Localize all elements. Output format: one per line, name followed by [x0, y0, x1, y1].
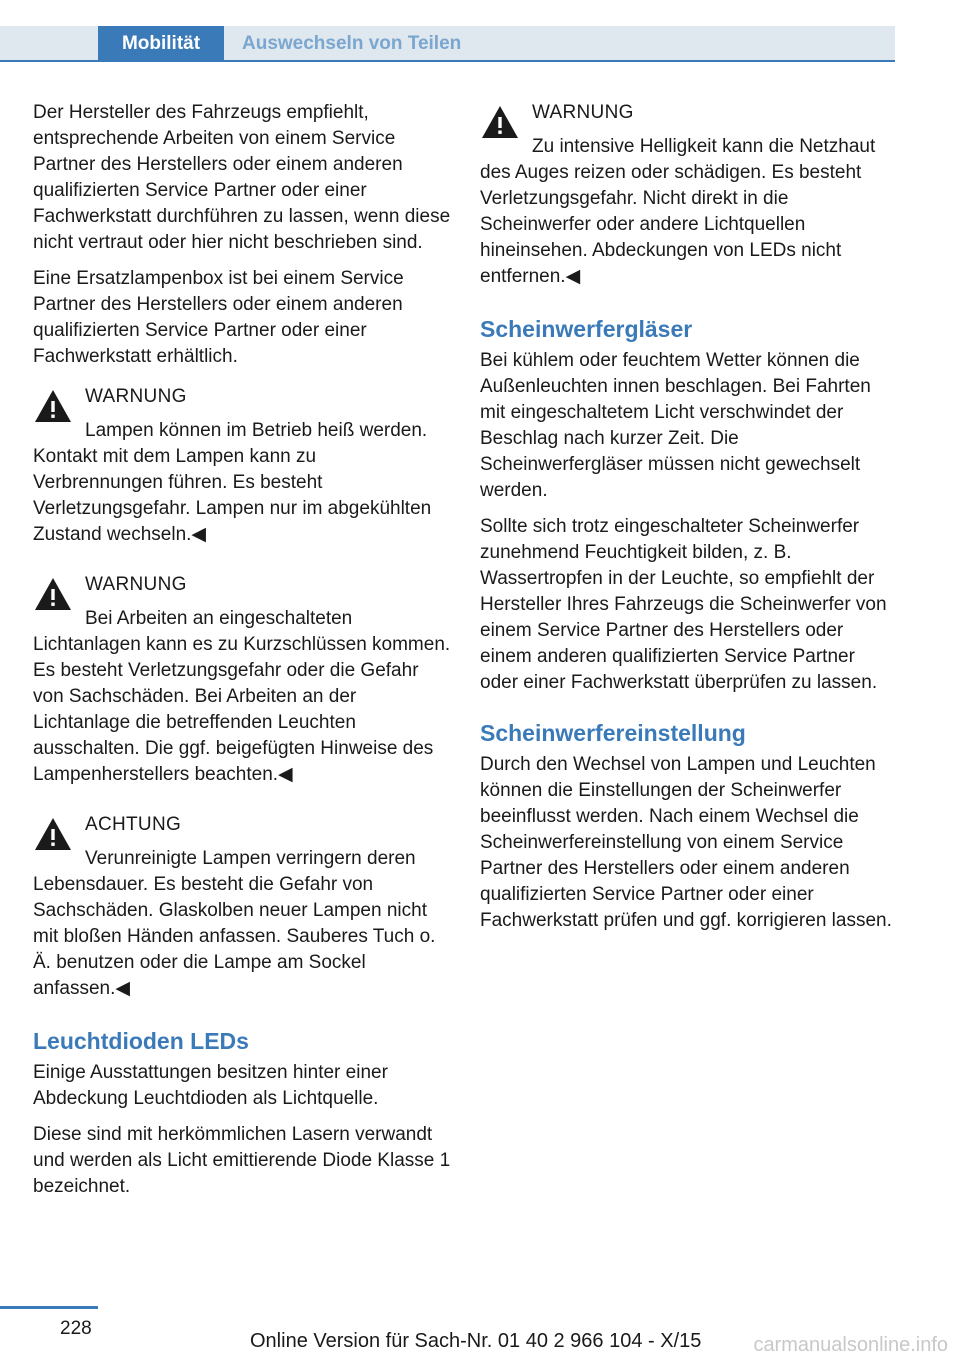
- section-heading: Leuchtdioden LEDs: [33, 1028, 249, 1054]
- warning-notice: [33, 572, 451, 788]
- online-version-note: Online Version für Sach-Nr. 01 40 2 966 104 - X/15: [250, 1330, 702, 1352]
- warning-notice: [480, 100, 898, 290]
- notice-text: Verunreinigte Lampen verringern deren Lebensdauer. Es besteht die Gefahr von Sachschäden. Glaskolben neuer Lampen nicht mit bloßen Händen anfassen. Sauberes Tuch o. Ä. benutzen oder die Lampe am Sockel anfassen.◀: [33, 848, 436, 999]
- notice-text: Lampen können im Betrieb heiß werden. Kontakt mit dem Lampen kann zu Verbrennungen führen. Es besteht Verletzungsgefahr. Lampen nur im abgekühlten Zustand wechseln.◀: [33, 420, 432, 545]
- paragraph: Sollte sich trotz eingeschalteter Scheinwerfer zunehmend Feuchtigkeit bilden, z. B. Wassertropfen in der Leuchte, so empfiehlt der Hersteller Ihres Fahrzeugs die Scheinwerfer von einem Service Partner des Herstellers oder einem anderen qualifizierten Service Partner oder einer Fachwerkstatt überprüfen zu lassen.: [480, 516, 887, 693]
- notice-text: Zu intensive Helligkeit kann die Netzhaut des Auges reizen oder schädigen. Es besteht Verletzungsgefahr. Nicht direkt in die Scheinwerfer oder andere Lichtquellen hineinsehen. Abdeckungen von LEDs nicht entfernen.◀: [480, 136, 876, 287]
- warning-triangle-icon: [33, 576, 73, 612]
- paragraph: Diese sind mit herkömmlichen Lasern verwandt und werden als Licht emittierende Diode Klasse 1 bezeichnet.: [33, 1124, 451, 1197]
- warning-triangle-icon: [33, 816, 73, 852]
- notice-text: Bei Arbeiten an eingeschalteten Lichtanlagen kann es zu Kurzschlüssen kommen. Es besteht Verletzungsgefahr oder die Gefahr von Sachschäden. Bei Arbeiten an der Lichtanlage die betreffenden Leuchten ausschalten. Die ggf. beigefügten Hinweise des Lampenherstellers beachten.◀: [33, 608, 451, 785]
- footer-rule: [0, 1306, 98, 1309]
- right-column: [480, 100, 898, 944]
- section-heading: Scheinwerfereinstellung: [480, 720, 746, 746]
- paragraph: Eine Ersatzlampenbox ist bei einem Service Partner des Herstellers oder einem anderen qualifizierten Service Partner oder einer Fachwerkstatt erhältlich.: [33, 268, 404, 367]
- section-title: Auswechseln von Teilen: [242, 33, 462, 54]
- notice-label: WARNUNG: [85, 386, 187, 407]
- paragraph: Einige Ausstattungen besitzen hinter einer Abdeckung Leuchtdioden als Lichtquelle.: [33, 1062, 388, 1109]
- page-number: 228: [60, 1318, 92, 1339]
- paragraph: Der Hersteller des Fahrzeugs empfiehlt, entsprechende Arbeiten von einem Service Partner des Herstellers oder einem anderen qualifizierten Service Partner oder einer Fachwerkstatt durchführen zu lassen, wenn diese nicht vertraut oder hier nicht beschrieben sind.: [33, 102, 451, 253]
- notice-label: ACHTUNG: [85, 814, 182, 835]
- warning-notice: [33, 384, 451, 548]
- paragraph: Durch den Wechsel von Lampen und Leuchten können die Einstellungen der Scheinwerfer beeinflusst werden. Nach einem Wechsel die Scheinwerfereinstellung von einem Service Partner des Herstellers oder einem anderen qualifizierten Service Partner oder einer Fachwerkstatt prüfen und ggf. korrigieren lassen.: [480, 754, 892, 931]
- left-column: [33, 100, 451, 1210]
- watermark: carmanualsonline.info: [753, 1334, 948, 1356]
- paragraph: Bei kühlem oder feuchtem Wetter können die Außenleuchten innen beschlagen. Bei Fahrten mit eingeschaltetem Licht verschwindet der Beschlag nach kurzer Zeit. Die Scheinwerfergläser müssen nicht gewechselt werden.: [480, 350, 871, 501]
- notice-label: WARNUNG: [532, 102, 634, 123]
- caution-notice: [33, 812, 451, 1002]
- page-header: [0, 0, 960, 62]
- section-heading: Scheinwerfergläser: [480, 316, 693, 342]
- warning-triangle-icon: [480, 104, 520, 140]
- notice-label: WARNUNG: [85, 574, 187, 595]
- warning-triangle-icon: [33, 388, 73, 424]
- chapter-tab[interactable]: Mobilität: [98, 26, 224, 62]
